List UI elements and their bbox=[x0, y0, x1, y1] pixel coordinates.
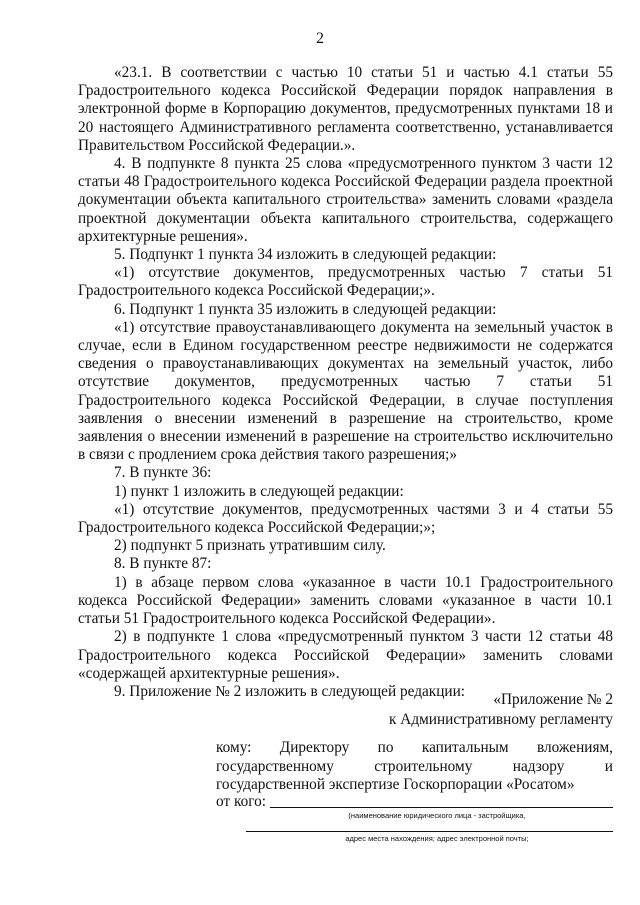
blank-fill-line bbox=[246, 831, 613, 832]
addressee-block: кому: Директору по капитальным вложениям, государственному строительному надзору и государственной экспертизе Госкорпорации «Росатом» bbox=[216, 739, 613, 793]
paragraph-item-8: 8. В пункте 87: bbox=[114, 555, 212, 573]
from-fill-line bbox=[270, 807, 613, 808]
body-text bbox=[78, 64, 613, 701]
paragraph-item-7-1: 1) пункт 1 изложить в следующей редакции: bbox=[114, 482, 404, 500]
paragraph-item-7: 7. В пункте 36: bbox=[114, 464, 212, 482]
page-number: 2 bbox=[316, 30, 324, 47]
appendix-header bbox=[300, 690, 613, 730]
paragraph-item-6: 6. Подпункт 1 пункта 35 изложить в следующей редакции: bbox=[114, 300, 497, 318]
paragraph-item-9: 9. Приложение № 2 изложить в следующей редакции: bbox=[114, 682, 466, 700]
appendix-title: «Приложение № 2 bbox=[493, 691, 613, 708]
paragraph-item-8-1: 1) в абзаце первом слова «указанное в части 10.1 Градостроительного кодекса Российской Федерации» заменить словами «указанное в части 10.1 статьи 51 Градостроительного кодекса Российской Федерации». bbox=[78, 573, 613, 628]
paragraph-item-4: 4. В подпункте 8 пункта 25 слова «предусмотренного пунктом 3 части 12 статьи 48 Градостроительного кодекса Российской Федерации раздела проектной документации объекта капитального строительства» заменить словами «раздела проектной документации объекта капитального строительства, содержащего архитектурные решения». bbox=[78, 155, 613, 245]
paragraph-item-7-2: 2) подпункт 5 признать утратившим силу. bbox=[114, 537, 386, 555]
paragraph-item-6-text: «1) отсутствие правоустанавливающего документа на земельный участок в случае, если в Едином государственном реестре недвижимости не содержатся сведения о правоустанавливающих документах на земельный участок, либо отсутствие документов, предусмотренных частью 7 статьи 51 Градостроительного кодекса Российской Федерации, в случае поступления заявления о внесении изменений в разрешение на строительство, кроме заявления о внесении изменений в разрешение на строительство исключительно в связи с продлением срока действия такого разрешения;» bbox=[78, 318, 613, 464]
from-row bbox=[216, 793, 613, 811]
paragraph-23-1: «23.1. В соответствии с частью 10 статьи 51 и частью 4.1 статьи 55 Градостроительного кодекса Российской Федерации порядок направления в электронной форме в Корпорацию документов, предусмотренных пунктами 18 и 20 настоящего Административного регламента соответственно, устанавливается Правительством Российской Федерации.». bbox=[78, 64, 613, 154]
caption-applicant-name: (наименование юридического лица - застройщика, bbox=[348, 811, 526, 820]
paragraph-item-5-text: «1) отсутствие документов, предусмотренных частью 7 статьи 51 Градостроительного кодекса Российской Федерации;». bbox=[78, 264, 613, 300]
caption-address: адрес места нахождения; адрес электронной почты; bbox=[345, 834, 529, 843]
appendix-subtitle: к Административному регламенту bbox=[389, 711, 613, 728]
paragraph-item-5: 5. Подпункт 1 пункта 34 изложить в следующей редакции: bbox=[114, 246, 497, 264]
from-label: от кого: bbox=[216, 793, 267, 810]
paragraph-item-7-1-text: «1) отсутствие документов, предусмотренных частями 3 и 4 статьи 55 Градостроительного кодекса Российской Федерации;»; bbox=[78, 500, 613, 537]
paragraph-item-8-2: 2) в подпункте 1 слова «предусмотренный пунктом 3 части 12 статьи 48 Градостроительного кодекса Российской Федерации» заменить словами «содержащей архитектурные решения». bbox=[78, 628, 613, 682]
